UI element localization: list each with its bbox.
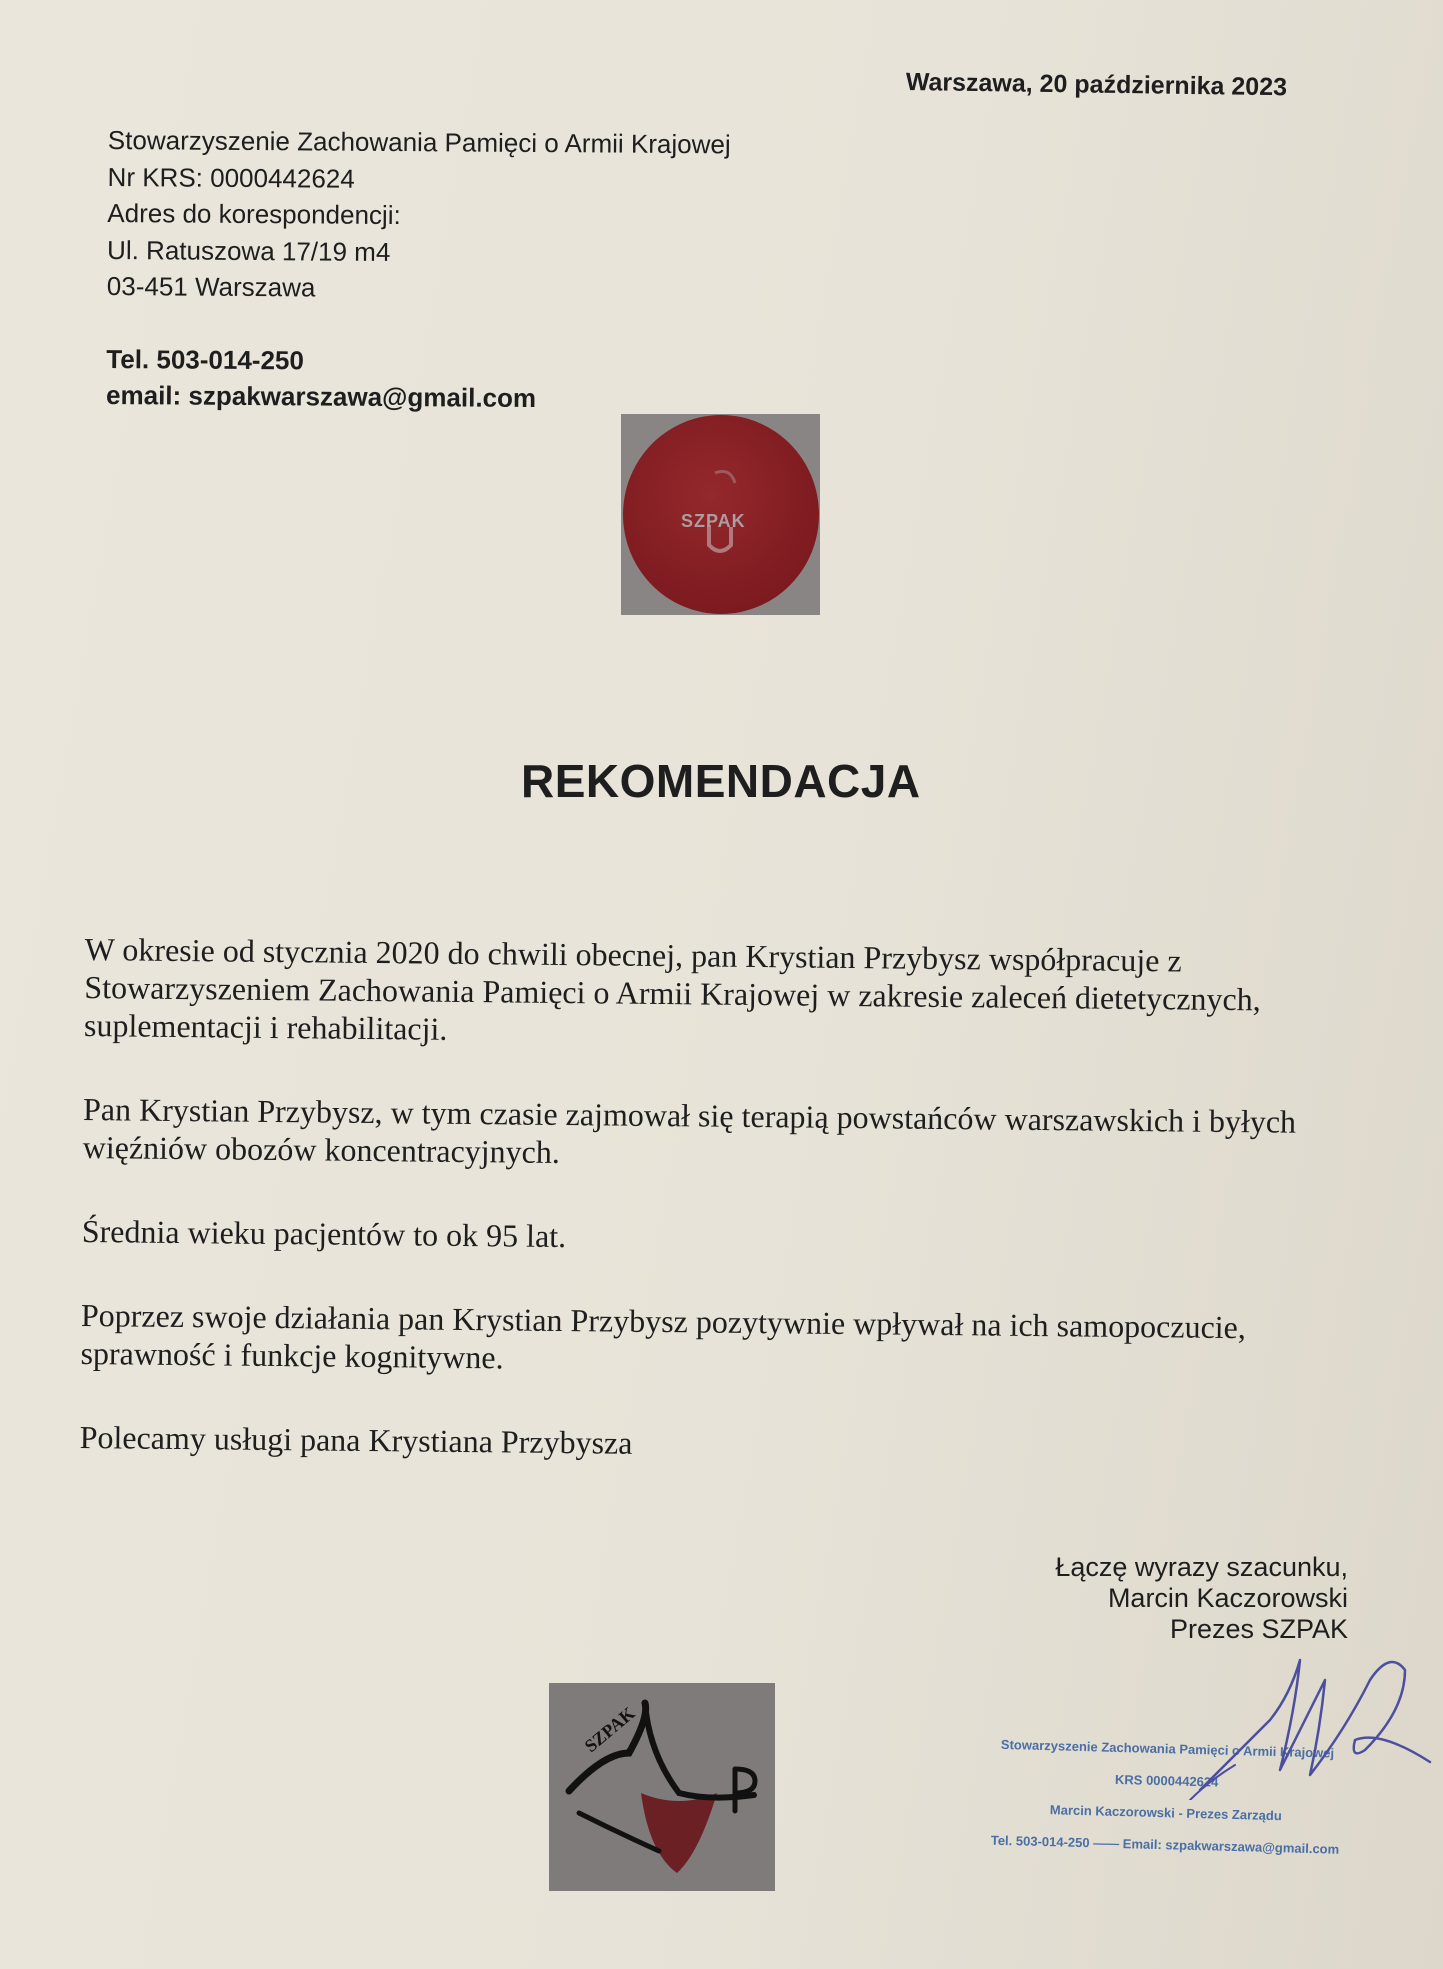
wax-seal bbox=[623, 415, 819, 614]
address-label: Adres do korespondencji: bbox=[107, 197, 401, 231]
kotwica-anchor-logo-icon bbox=[549, 1683, 775, 1891]
letter-date: Warszawa, 20 października 2023 bbox=[905, 68, 1288, 102]
szpak-logo-image bbox=[549, 1683, 775, 1891]
paragraph-4: Poprzez swoje działania pan Krystian Przybysz pozytywnie wpływał na ich samopoczucie, sprawność i funkcje kognitywne. bbox=[80, 1296, 1247, 1376]
signatory-role: Prezes SZPAK bbox=[1169, 1614, 1348, 1644]
wax-seal-image bbox=[621, 414, 820, 615]
organization-block bbox=[106, 122, 731, 418]
organization-phone: Tel. 503-014-250 bbox=[106, 343, 304, 375]
handwritten-signature bbox=[1180, 1640, 1435, 1800]
stamp-line-organization: Stowarzyszenie Zachowania Pamięci o Armii Krajowej bbox=[1000, 1736, 1335, 1761]
closing-greeting: Łączę wyrazy szacunku, bbox=[1055, 1552, 1348, 1582]
paragraph-1: W okresie od stycznia 2020 do chwili obecnej, pan Krystian Przybysz współpracuje z Stowarzyszeniem Zachowania Pamięci o Armii Krajowej w zakresie zaleceń dietetycznych, suplementacji i rehabilitacji. bbox=[83, 930, 1261, 1047]
organization-email: email: szpakwarszawa@gmail.com bbox=[105, 379, 537, 413]
letter-body bbox=[79, 930, 1375, 1515]
stamp-line-contact: Tel. 503-014-250 —— Email: szpakwarszawa@gmail.com bbox=[990, 1832, 1340, 1857]
signatory-name: Marcin Kaczorowski bbox=[1107, 1583, 1348, 1613]
organization-name: Stowarzyszenie Zachowania Pamięci o Armii Krajowej bbox=[107, 124, 731, 160]
address-city: 03-451 Warszawa bbox=[106, 270, 316, 303]
document-title: REKOMENDACJA bbox=[521, 755, 921, 807]
seal-text: SZPAK bbox=[681, 511, 746, 531]
closing-block bbox=[1055, 1552, 1348, 1645]
organization-krs: Nr KRS: 0000442624 bbox=[107, 161, 355, 194]
stamp-line-president: Marcin Kaczorowski - Prezes Zarządu bbox=[1049, 1802, 1282, 1824]
stamp-line-krs: KRS 0000442624 bbox=[1114, 1771, 1219, 1790]
paragraph-3: Średnia wieku pacjentów to ok 95 lat. bbox=[81, 1212, 567, 1255]
spacer bbox=[106, 304, 729, 344]
paragraph-5: Polecamy usługi pana Krystiana Przybysza bbox=[79, 1418, 633, 1461]
logo-text: SZPAK bbox=[580, 1703, 639, 1757]
address-street: Ul. Ratuszowa 17/19 m4 bbox=[107, 234, 391, 267]
paragraph-2: Pan Krystian Przybysz, w tym czasie zajmował się terapią powstańców warszawskich i byłych więźniów obozów koncentracyjnych. bbox=[82, 1090, 1297, 1170]
